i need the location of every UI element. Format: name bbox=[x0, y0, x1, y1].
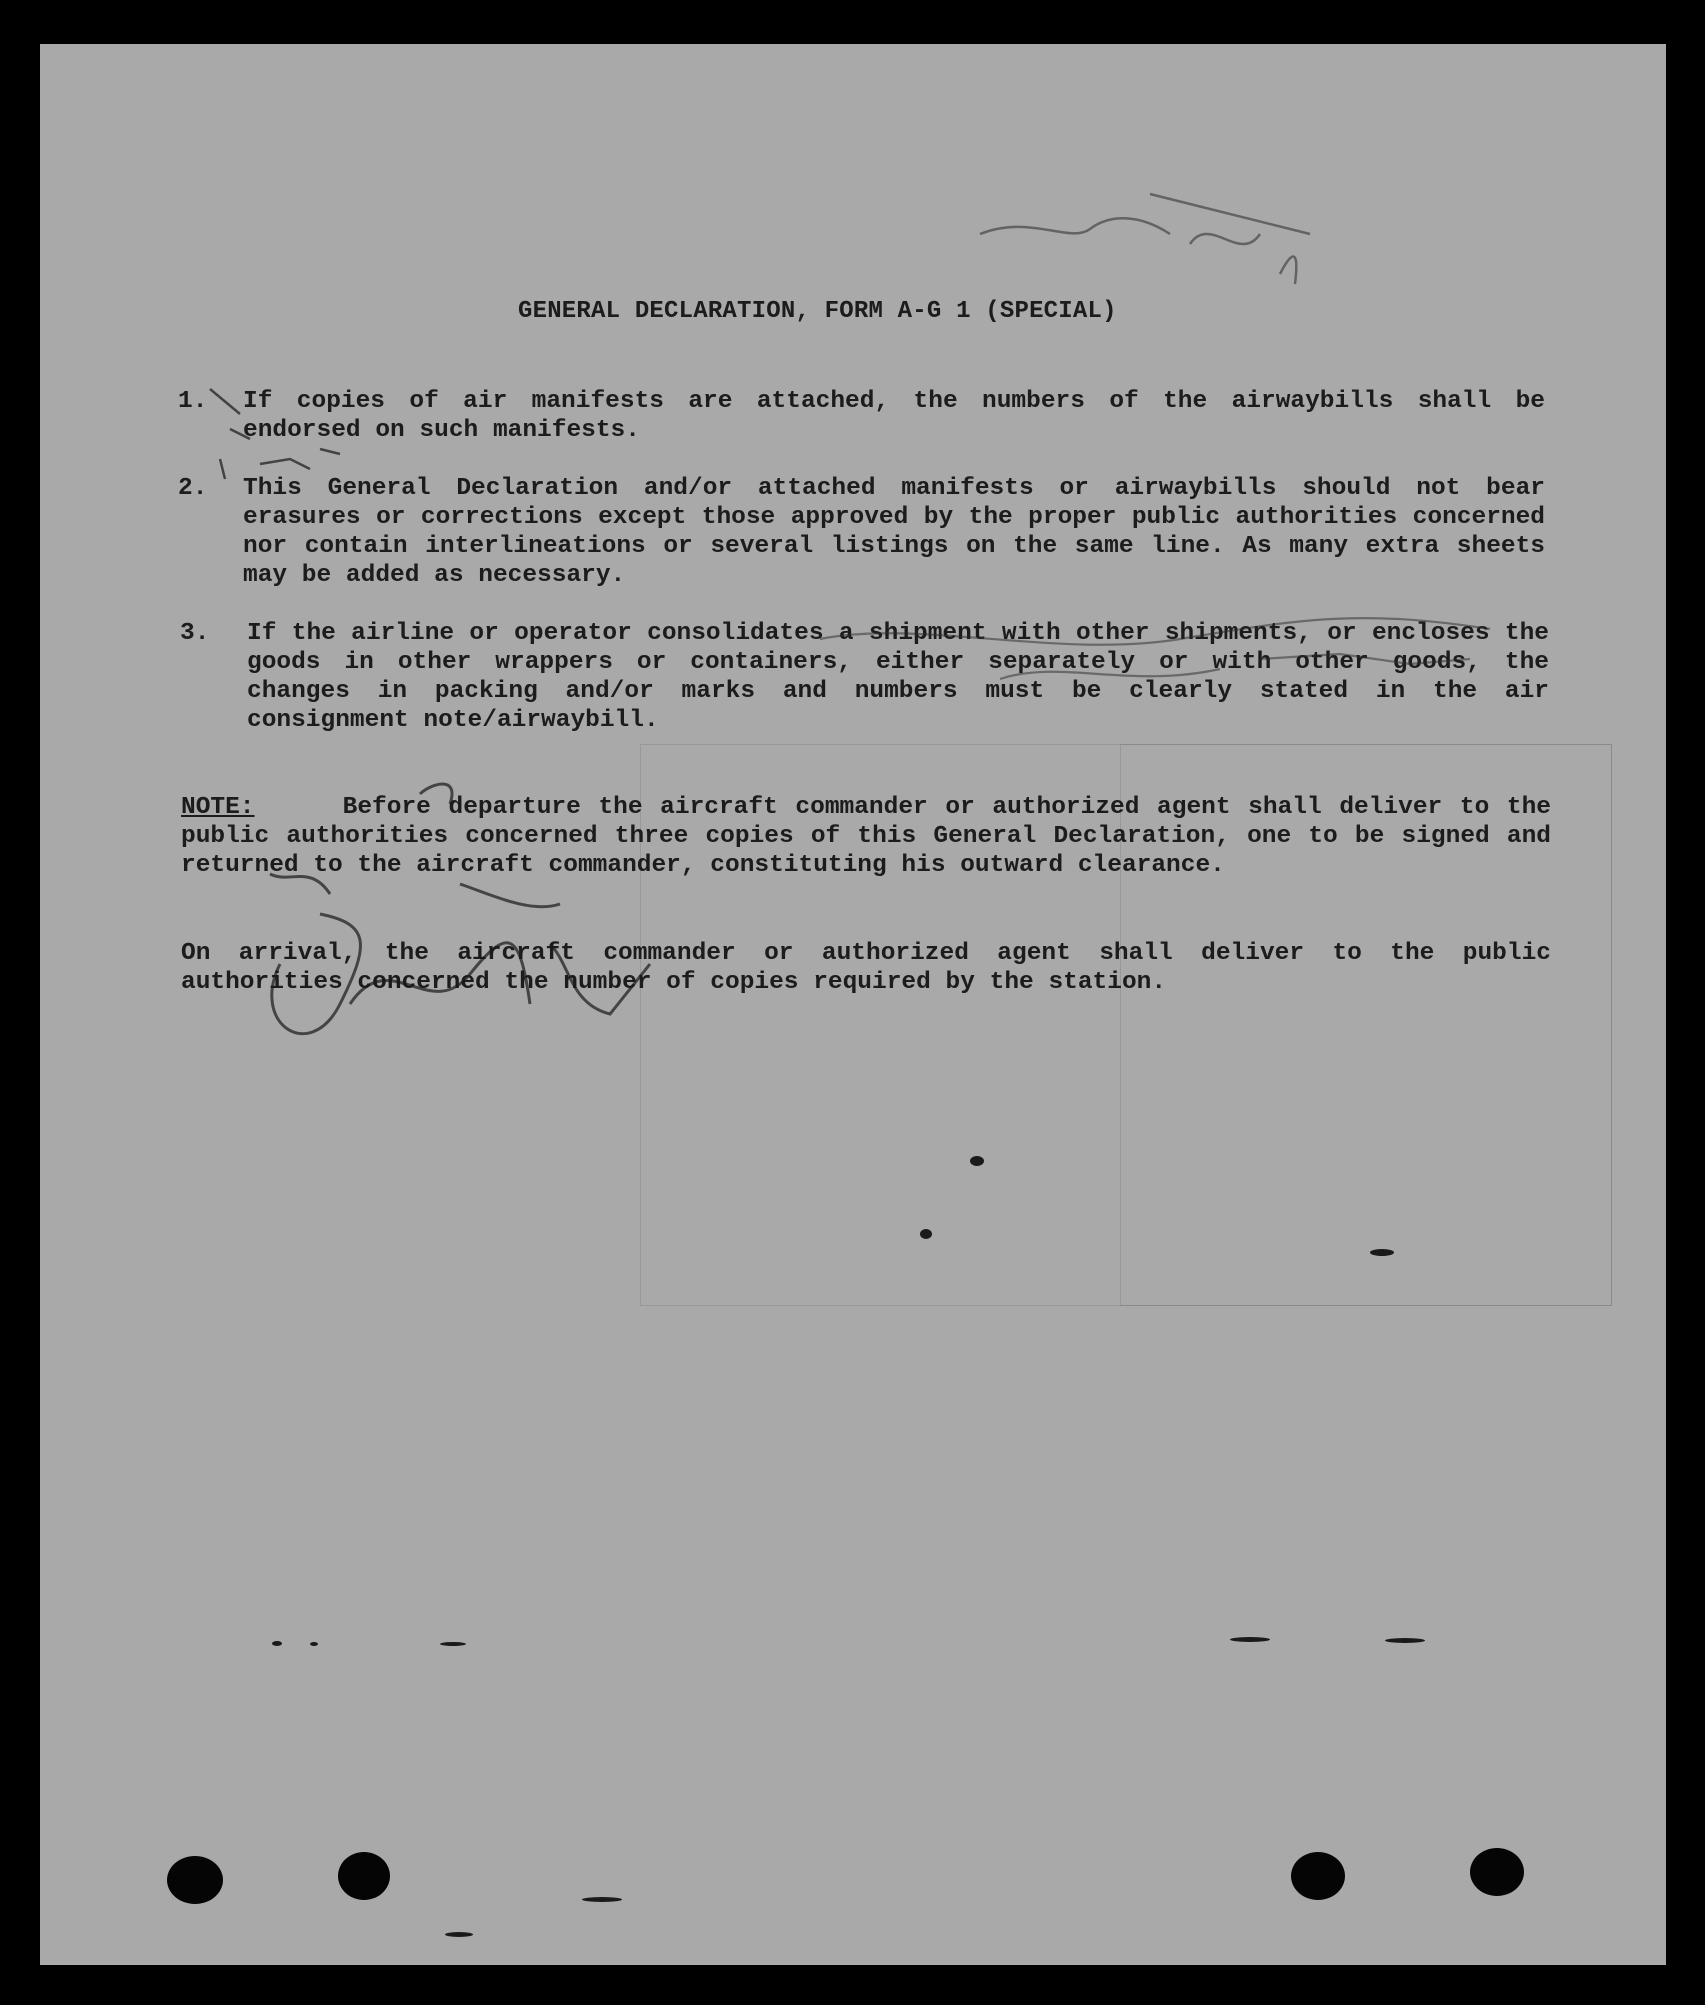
handwritten-mark-item1 bbox=[200, 379, 400, 489]
ink-speck bbox=[1230, 1637, 1270, 1642]
item-number: 1. bbox=[178, 388, 208, 415]
item-text: If copies of air manifests are attached, the numbers of the airwaybills shall be endorsed on such manifests. bbox=[243, 388, 1545, 444]
handwritten-mark-top bbox=[940, 174, 1300, 294]
note-label: NOTE: bbox=[181, 794, 255, 821]
punch-hole bbox=[167, 1856, 223, 1904]
ink-speck bbox=[310, 1642, 318, 1646]
ink-speck bbox=[272, 1641, 282, 1646]
document-page bbox=[40, 44, 1666, 1965]
ink-speck bbox=[440, 1642, 466, 1646]
handwritten-mark-item3 bbox=[800, 599, 1500, 729]
ink-speck bbox=[582, 1897, 622, 1902]
note-text: Before departure the aircraft commander or authorized agent shall deliver to the public authorities concerned three copies of this General Declaration, one to be signed and returned to the aircraft commander, constituting his outward clearance. bbox=[181, 794, 1551, 879]
ink-speck bbox=[1370, 1249, 1394, 1256]
ink-speck bbox=[920, 1229, 932, 1239]
punch-hole bbox=[1291, 1852, 1345, 1900]
punch-hole bbox=[1470, 1848, 1524, 1896]
ink-speck bbox=[970, 1156, 984, 1166]
item-text: If the airline or operator consolidates a shipment with other shipments, or encloses the goods in other wrappers or containers, either separately or with other goods, the changes in packing and/or marks and numbers must be clearly stated in the air consignment note/airwaybill. bbox=[247, 620, 1549, 734]
handwritten-signature bbox=[190, 764, 670, 1054]
item-text: This General Declaration and/or attached manifests or airwaybills should not bear erasures or corrections except those approved by the proper public authorities concerned nor contain interlineations or several listings on the same line. As many extra sheets may be added as necessary. bbox=[243, 475, 1545, 589]
ink-speck bbox=[1385, 1638, 1425, 1643]
page-title: GENERAL DECLARATION, FORM A-G 1 (SPECIAL) bbox=[518, 298, 1117, 325]
punch-hole bbox=[338, 1852, 390, 1900]
arrival-paragraph: On arrival, the aircraft commander or authorized agent shall deliver to the public authorities concerned the number of copies required by the station. bbox=[181, 940, 1551, 996]
item-number: 2. bbox=[178, 475, 208, 502]
ink-speck bbox=[445, 1932, 473, 1937]
item-number: 3. bbox=[180, 620, 210, 647]
